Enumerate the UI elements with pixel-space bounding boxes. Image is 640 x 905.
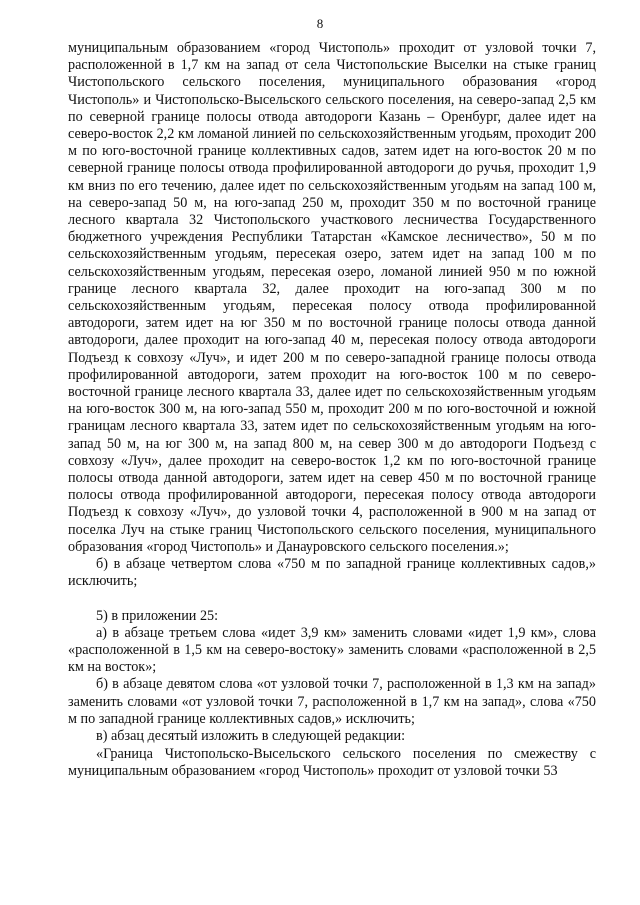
document-body [68,40,596,781]
paragraph-item-a: а) в абзаце третьем слова «идет 3,9 км» заменить словами «идет 1,9 км», слова «расположенной в 1,5 км на северо-востоку» заменить словами «расположенной в 2,5 км на восток»; [68,624,596,676]
paragraph-boundary-description: муниципальным образованием «город Чистополь» проходит от узловой точки 7, расположенной в 1,7 км на запад от села Чистопольские Выселки на стыке границ Чистопольского сельского поселения, муниципального образования «город Чистополь» и Чистопольско-Высельского сельского поселения, на северо-запад 2,5 км по северной границе полосы отвода автодороги Казань – Оренбург, далее идет на северо-восток 2,2 км ломаной линией по сельскохозяйственным угодьям, проходит 200 м по юго-восточной границе коллективных садов, затем идет на юго-восток 20 м по северной границе полосы отвода профилированной автодороги до ручья, проходит 1,9 км вниз по его течению, далее идет по сельскохозяйственным угодьям на запад 100 м, на северо-запад 50 м, на юго-запад 250 м, проходит 350 м по восточной границе лесного квартала 32 Чистопольского участкового лесничества Государственного бюджетного учреждения Республики Татарстан «Камское лесничество», 50 м по сельскохозяйственным угодьям, пересекая озеро, затем идет на запад 100 м по сельскохозяйственным угодьям, пересекая озеро, ломаной линией 950 м по южной границе лесного квартала 32, далее проходит на юго-запад 300 м по сельскохозяйственным угодьям, пересекая полосу отвода профилированной автодороги, затем идет на юг 350 м по восточной границе полосы отвода данной автодороги, далее проходит на юго-запад 40 м, пересекая полосу отвода автодороги Подъезд к совхозу «Луч», и идет 200 м по северо-западной границе полосы отвода профилированной автодороги, затем проходит на юго-восток 100 м по северо-восточной границе лесного квартала 33, далее идет по сельскохозяйственным угодьям на юго-восток 300 м, на юго-запад 550 м, проходит 200 м по юго-восточной и южной границам лесного квартала 33, затем идет по сельскохозяйственным угодьям на юго-запад 50 м, на юг 300 м, на запад 800 м, на север 300 м до автодороги Подъезд с совхозу «Луч», далее проходит на северо-восток 1,2 км по юго-восточной границе полосы отвода данной автодороги, затем идет на север 450 м по восточной границе полосы отвода профилированной автодороги, пересекая полосу отвода автодороги Подъезд к совхозу «Луч», до узловой точки 4, расположенной в 900 м на запад от поселка Луч на стыке границ Чистопольского сельского поселения, муниципального образования «город Чистополь» и Данауровского сельского поселения.»; [68,40,596,555]
paragraph-item-v: в) абзац десятый изложить в следующей редакции: [96,727,406,744]
paragraph-new-text: «Граница Чистопольско-Высельского сельского поселения по смежеству с муниципальным образованием «город Чистополь» проходит от узловой точки 53 [68,746,596,780]
paragraph-item-b-ninth: б) в абзаце девятом слова «от узловой точки 7, расположенной в 1,3 км на запад» заменить словами «от узловой точки 7, расположенной в 1,7 км на запад», слова «750 м по западной границе коллективных садов,» исключить; [68,676,596,727]
paragraph-appendix-25: 5) в приложении 25: [96,607,219,624]
paragraph-item-b-fourth: б) в абзаце четвертом слова «750 м по западной границе коллективных садов,» исключить; [68,556,596,590]
page-number: 8 [316,16,324,31]
